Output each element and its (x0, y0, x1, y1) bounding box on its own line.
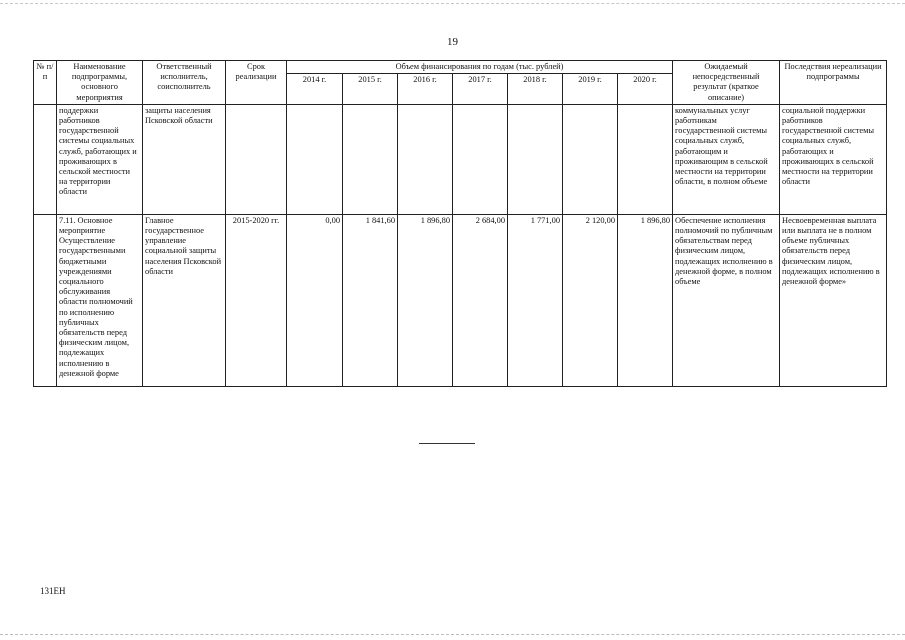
header-responsible: Ответственный исполнитель, соисполнитель (143, 61, 226, 105)
header-year-2018: 2018 г. (508, 74, 563, 104)
header-consequences: Последствия нереализации подпрограммы (780, 61, 887, 105)
header-year-2019: 2019 г. (563, 74, 618, 104)
header-year-2015: 2015 г. (343, 74, 398, 104)
cell-2018: 1 771,00 (508, 214, 563, 386)
funding-table (33, 60, 887, 387)
header-result: Ожидаемый непосредственный результат (краткое описание) (673, 61, 780, 105)
cell-consequences: Несвоевременная выплата или выплата не в полном объеме публичных обязательств перед физическим лицом, подлежащих исполнению в денежной форме» (780, 214, 887, 386)
cell-2018 (508, 104, 563, 214)
page-number: 19 (447, 36, 458, 48)
header-year-2016: 2016 г. (398, 74, 453, 104)
cell-result: коммунальных услуг работникам государственной системы социальных служб, работающим и проживающим в сельской местности на территории области, в полном объеме (673, 104, 780, 214)
scan-edge-bottom (0, 634, 905, 635)
scan-edge-top (0, 3, 905, 4)
cell-responsible: Главное государственное управление социальной защиты населения Псковской области (143, 214, 226, 386)
cell-num (34, 104, 57, 214)
cell-2020 (618, 104, 673, 214)
table-row (34, 214, 887, 386)
cell-name: поддержки работников государственной системы социальных служб, работающих и проживающих в сельской местности на территории области (57, 104, 143, 214)
cell-2014 (287, 104, 343, 214)
cell-2015: 1 841,60 (343, 214, 398, 386)
document-code: 131ЕН (40, 586, 66, 596)
cell-2014: 0,00 (287, 214, 343, 386)
header-year-2017: 2017 г. (453, 74, 508, 104)
cell-2020: 1 896,80 (618, 214, 673, 386)
cell-2016: 1 896,80 (398, 214, 453, 386)
cell-responsible: защиты населения Псковской области (143, 104, 226, 214)
cell-result: Обеспечение исполнения полномочий по публичным обязательствам перед физическим лицом, подлежащих исполнению в денежной форме, в полном объеме (673, 214, 780, 386)
cell-2016 (398, 104, 453, 214)
cell-2015 (343, 104, 398, 214)
cell-period (226, 104, 287, 214)
header-num: № п/п (34, 61, 57, 105)
cell-2017: 2 684,00 (453, 214, 508, 386)
table-row (34, 104, 887, 214)
cell-2017 (453, 104, 508, 214)
header-year-2014: 2014 г. (287, 74, 343, 104)
header-period: Срок реализации (226, 61, 287, 105)
header-funding: Объем финансирования по годам (тыс. рублей) (287, 61, 673, 74)
separator-line (419, 443, 475, 444)
cell-name: 7.11. Основное мероприятие Осуществление государственными бюджетными учреждениями социального обслуживания области полномочий по исполнению публичных обязательств перед физическим лицом, подлежащих исполнению в денежной форме (57, 214, 143, 386)
header-name: Наименование подпрограммы, основного мероприятия (57, 61, 143, 105)
cell-period: 2015-2020 гг. (226, 214, 287, 386)
header-year-2020: 2020 г. (618, 74, 673, 104)
cell-2019 (563, 104, 618, 214)
cell-num (34, 214, 57, 386)
cell-2019: 2 120,00 (563, 214, 618, 386)
cell-consequences: социальной поддержки работников государственной системы социальных служб, работающих и проживающих в сельской местности на территории области (780, 104, 887, 214)
